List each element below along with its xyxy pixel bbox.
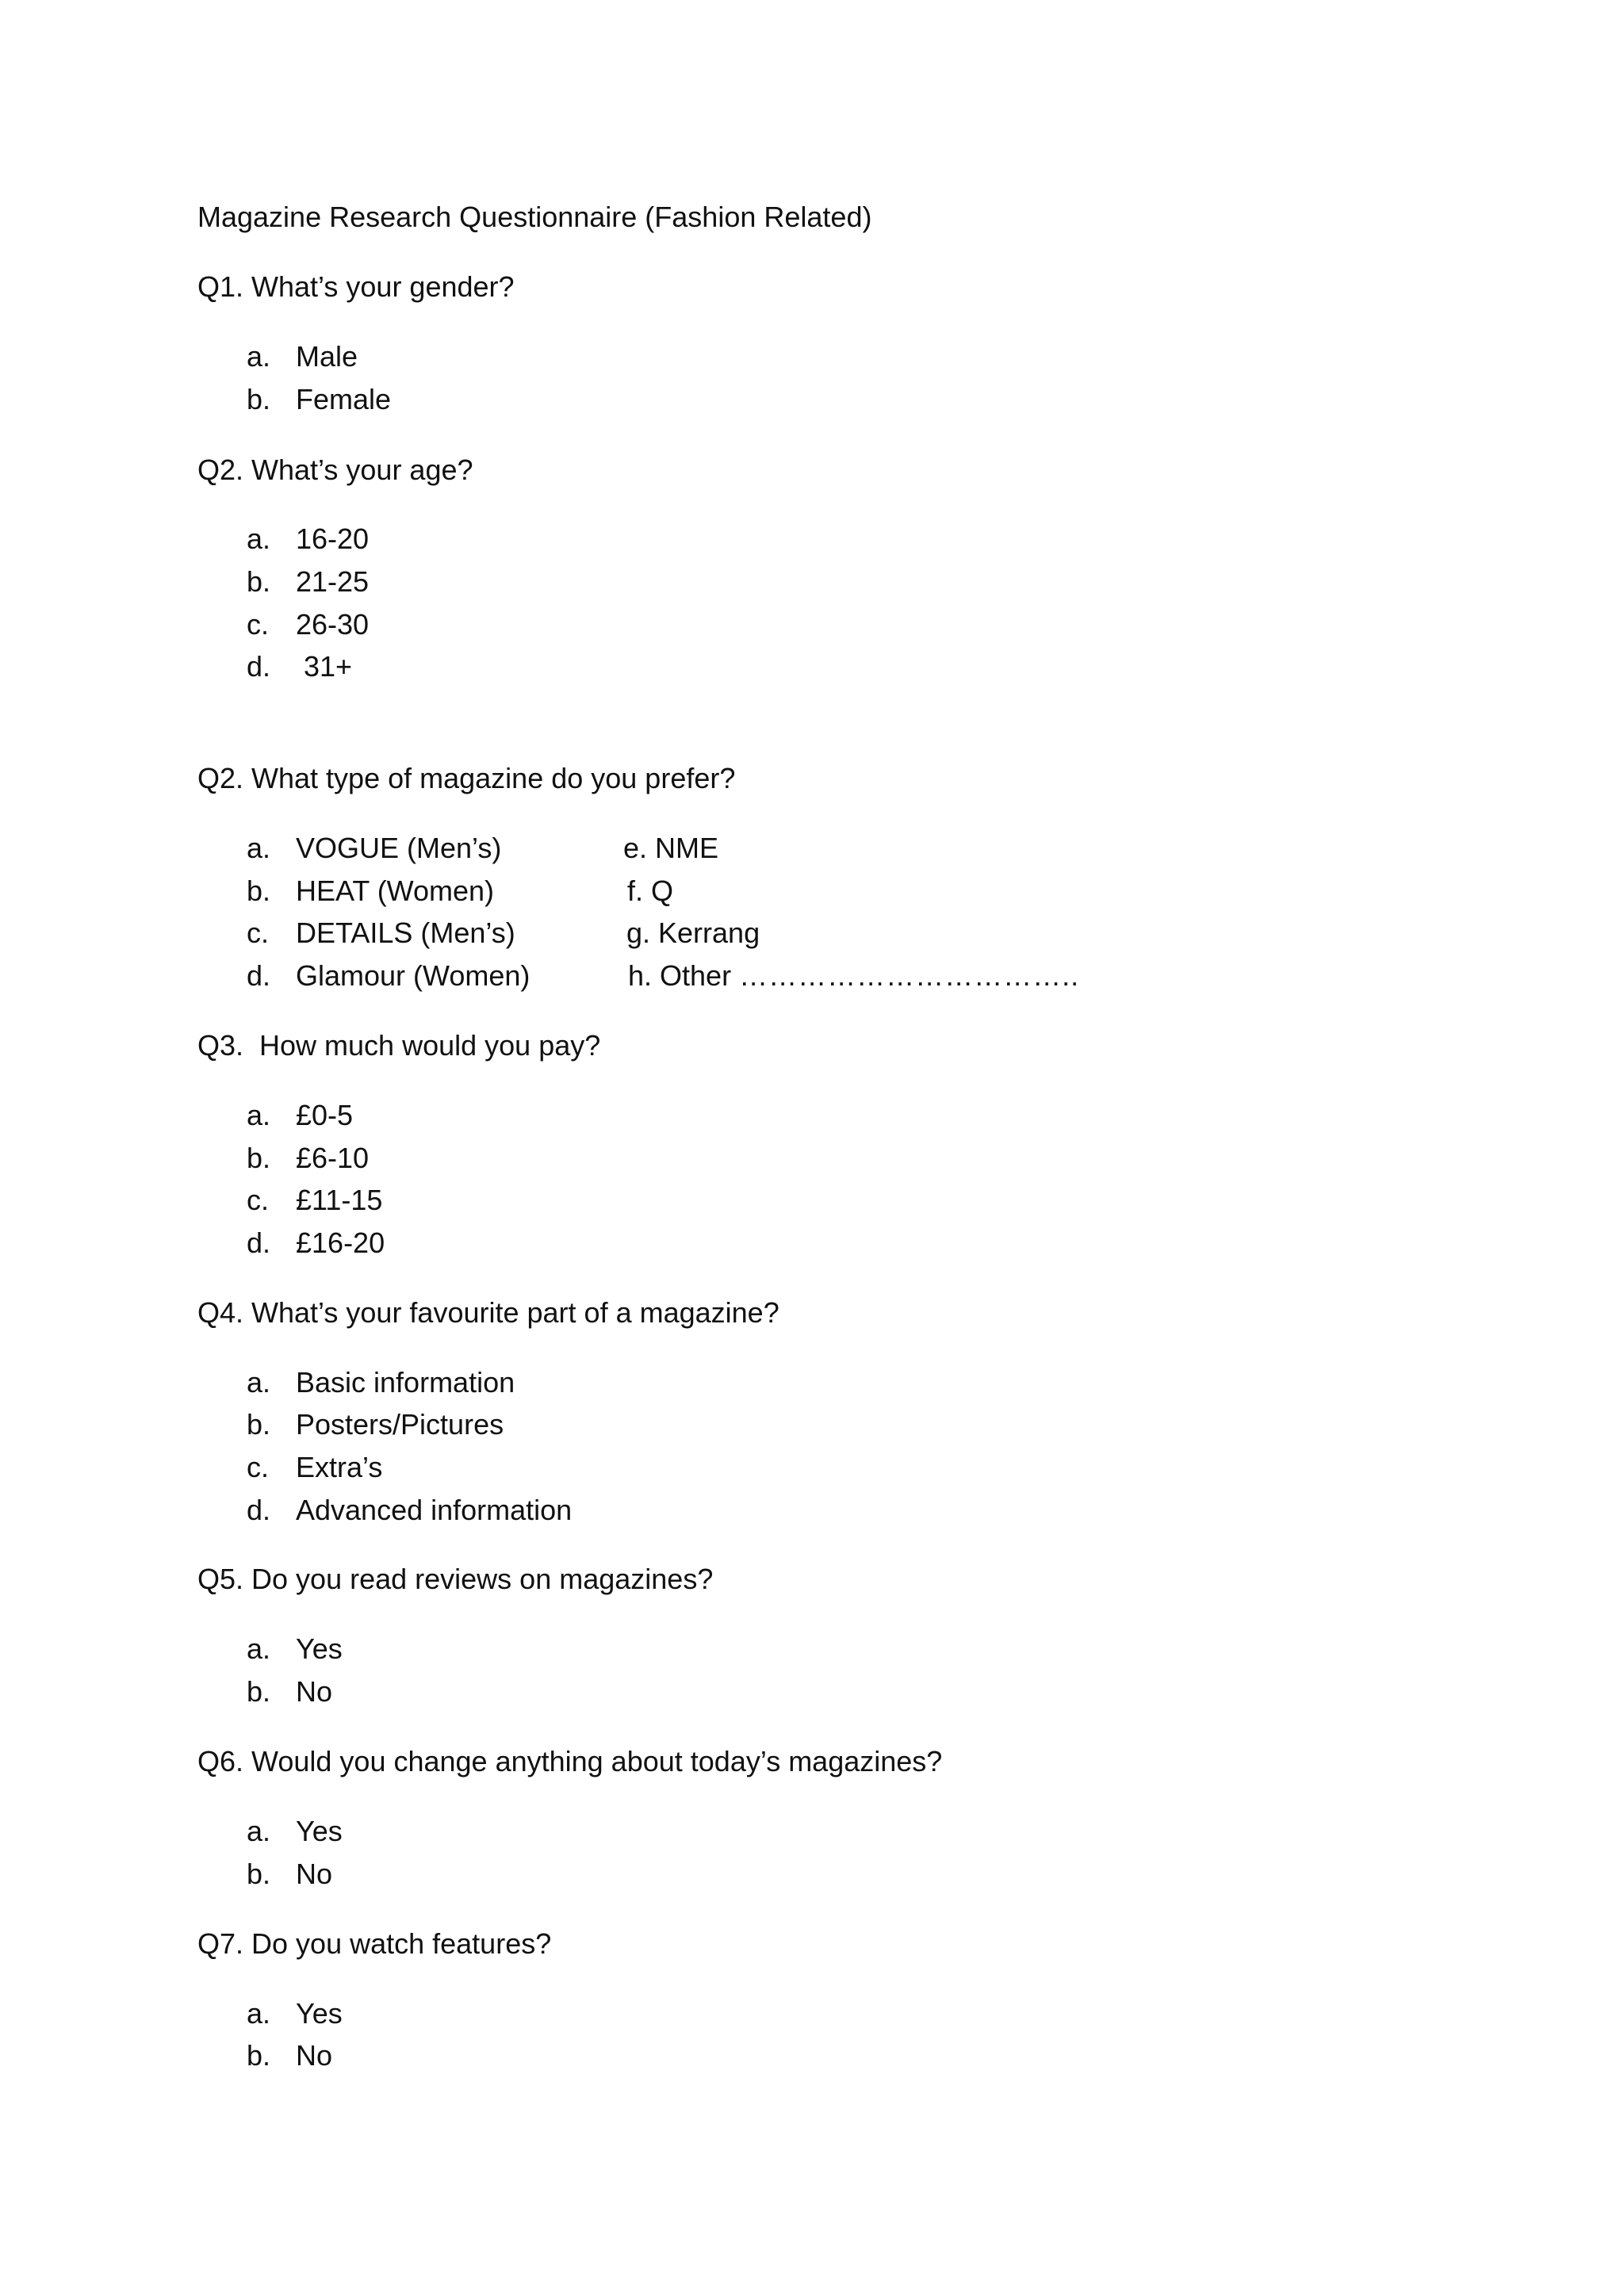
question-3: Q3. How much would you pay? — [197, 1029, 601, 1062]
option-text: No — [296, 2039, 333, 2072]
option-text: Yes — [296, 1815, 343, 1847]
option-text: Extra’s — [296, 1451, 383, 1483]
option-label: b. — [247, 2039, 271, 2072]
option-label: b. — [247, 1142, 271, 1174]
option-text: Glamour (Women) — [296, 959, 530, 992]
option-label: b. — [247, 565, 271, 598]
option-label: b. — [247, 1408, 271, 1441]
option-label: b. — [247, 383, 271, 415]
option-text-right — [628, 960, 1079, 992]
option-label: a. — [247, 1815, 271, 1847]
option-text: No — [296, 1675, 333, 1708]
option-text: 31+ — [296, 650, 353, 683]
option-label: d. — [247, 650, 271, 683]
fill-in-line: …………………………….. — [739, 959, 1080, 992]
option-label: a. — [247, 340, 271, 373]
option-label: a. — [247, 522, 271, 555]
option-text-right: g. Kerrang — [626, 916, 760, 949]
option-text: Male — [296, 340, 358, 373]
option-text: Yes — [296, 1997, 343, 2030]
question-5: Q5. Do you read reviews on magazines? — [197, 1563, 714, 1595]
option-label: a. — [247, 832, 271, 864]
option-label: a. — [247, 1997, 271, 2030]
option-label: d. — [247, 959, 271, 992]
option-label: d. — [247, 1226, 271, 1259]
other-label: h. Other — [628, 959, 740, 992]
option-text: VOGUE (Men’s) — [296, 832, 502, 864]
option-text: 26-30 — [296, 608, 370, 641]
option-text-right: f. Q — [627, 874, 674, 907]
option-label: a. — [247, 1366, 271, 1399]
option-label: a. — [247, 1632, 271, 1665]
question-4: Q4. What’s your favourite part of a magazine? — [197, 1296, 779, 1329]
option-text: No — [296, 1858, 333, 1890]
option-text: DETAILS (Men’s) — [296, 916, 515, 949]
option-text: £6-10 — [296, 1142, 370, 1174]
option-text: HEAT (Women) — [296, 874, 495, 907]
option-label: d. — [247, 1494, 271, 1526]
option-label: c. — [247, 1451, 270, 1483]
option-label: b. — [247, 1675, 271, 1708]
option-text: £11-15 — [296, 1184, 383, 1216]
option-text: 16-20 — [296, 522, 370, 555]
option-text: £0-5 — [296, 1099, 354, 1131]
option-text: Posters/Pictures — [296, 1408, 504, 1441]
option-label: c. — [247, 1184, 270, 1216]
question-7: Q7. Do you watch features? — [197, 1927, 552, 1960]
option-label: b. — [247, 1858, 271, 1890]
question-2-age: Q2. What’s your age? — [197, 453, 473, 486]
option-text-right: e. NME — [623, 832, 719, 864]
option-label: b. — [247, 874, 271, 907]
option-text: 21-25 — [296, 565, 370, 598]
option-text: £16-20 — [296, 1226, 385, 1259]
question-1: Q1. What’s your gender? — [197, 270, 515, 303]
option-text: Basic information — [296, 1366, 515, 1399]
option-label: c. — [247, 916, 270, 949]
option-label: a. — [247, 1099, 271, 1131]
option-text: Advanced information — [296, 1494, 573, 1526]
option-text: Female — [296, 383, 392, 415]
option-text: Yes — [296, 1632, 343, 1665]
question-6: Q6. Would you change anything about today’s magazines? — [197, 1745, 943, 1777]
option-label: c. — [247, 608, 270, 641]
document-title: Magazine Research Questionnaire (Fashion Related) — [197, 201, 872, 233]
question-2-magazine-type: Q2. What type of magazine do you prefer? — [197, 762, 736, 794]
